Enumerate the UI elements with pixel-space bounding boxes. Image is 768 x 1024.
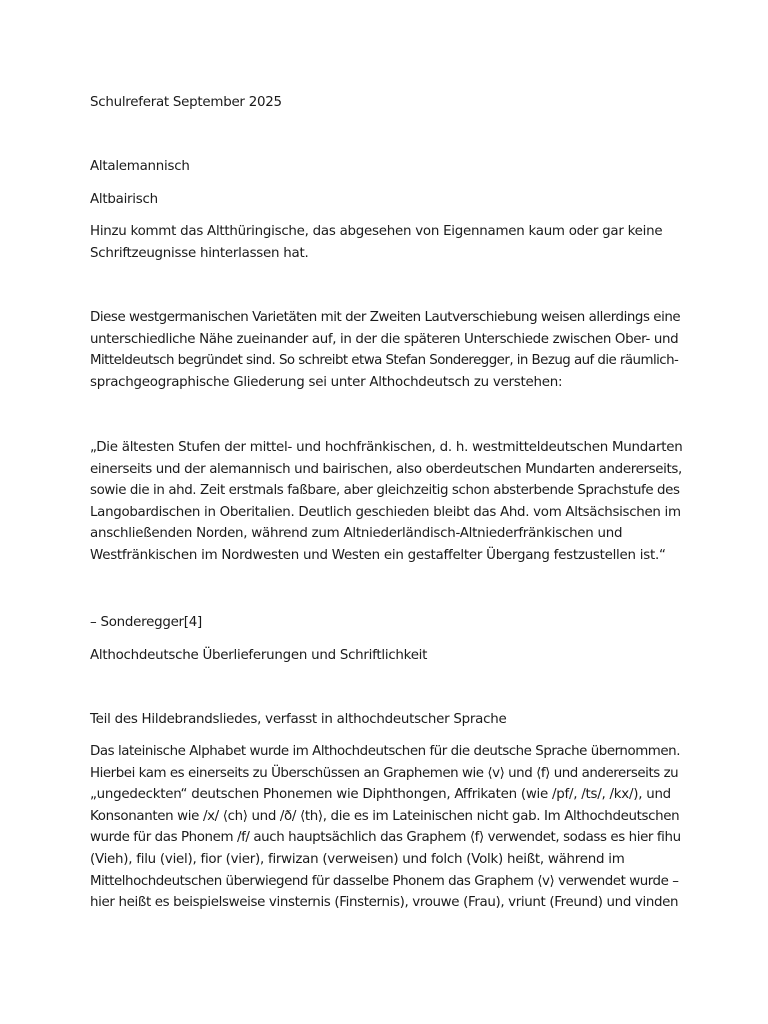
quote-block (90, 437, 683, 567)
quote-line: „Die ältesten Stufen der mittel- und hochfränkischen, d. h. westmitteldeutschen Mundarten (90, 440, 683, 455)
section-heading (90, 645, 680, 667)
quote-attribution (90, 612, 680, 634)
quote-line: anschließenden Norden, während zum Altniederländisch-Altniederfränkischen und (90, 526, 623, 542)
paragraph-thuringian (90, 221, 680, 264)
list-item-text: Altalemannisch (90, 159, 190, 174)
quote-attribution-text: – Sonderegger[4] (90, 615, 203, 630)
paragraph-line: Schriftzeugnisse hinterlassen hat. (90, 245, 309, 261)
image-caption-text: Teil des Hildebrandsliedes, verfasst in althochdeutscher Sprache (90, 712, 507, 727)
section-heading-text: Althochdeutsche Überlieferungen und Schriftlichkeit (90, 648, 428, 663)
paragraph-line: Das lateinische Alphabet wurde im Althochdeutschen für die deutsche Sprache übernommen. (90, 744, 681, 759)
paragraph-line: Hinzu kommt das Altthüringische, das abgesehen von Eigennamen kaum oder gar keine (90, 224, 663, 239)
list-item (90, 156, 680, 178)
paragraph-line: Mitteldeutsch begründet sind. So schreibt etwa Stefan Sonderegger, in Bezug auf die räumlich- (90, 353, 679, 369)
quote-line: Westfränkischen im Nordwesten und Westen ein gestaffelter Übergang festzustellen ist.“ (90, 547, 666, 563)
document-header-text: Schulreferat September 2025 (90, 95, 282, 110)
paragraph-line: wurde für das Phonem /f/ auch hauptsächlich das Graphem ⟨f⟩ verwendet, sodass es hier fihu (90, 830, 681, 846)
list-item (90, 189, 680, 211)
paragraph-line: Konsonanten wie /x/ ⟨ch⟩ und /ð/ ⟨th⟩, die es im Lateinischen nicht gab. Im Althochdeutschen (90, 808, 680, 824)
paragraph-line: hier heißt es beispielsweise vinsternis (Finsternis), vrouwe (Frau), vriunt (Freund) und vinden (90, 895, 679, 911)
paragraph-line: sprachgeographische Gliederung sei unter Althochdeutsch zu verstehen: (90, 374, 563, 390)
image-caption (90, 709, 680, 731)
paragraph-alphabet (90, 741, 680, 914)
paragraph-line: unterschiedliche Nähe zueinander auf, in der die späteren Unterschiede zwischen Ober- und (90, 331, 679, 347)
paragraph-varieties (90, 307, 680, 393)
paragraph-line: (Vieh), filu (viel), fior (vier), firwizan (verweisen) und folch (Volk) heißt, während im (90, 851, 625, 867)
paragraph-line: Hierbei kam es einerseits zu Überschüssen an Graphemen wie ⟨v⟩ und ⟨f⟩ und andererseits zu (90, 765, 679, 781)
quote-line: Langobardischen in Oberitalien. Deutlich geschieden bleibt das Ahd. vom Altsächsischen im (90, 504, 681, 520)
paragraph-line: Mittelhochdeutschen überwiegend für dasselbe Phonem das Graphem ⟨v⟩ verwendet wurde – (90, 873, 679, 889)
quote-line: sowie die in ahd. Zeit erstmals faßbare, aber gleichzeitig schon absterbende Sprachstufe des (90, 483, 680, 499)
quote-line: einerseits und der alemannisch und bairischen, also oberdeutschen Mundarten andererseits, (90, 461, 682, 477)
paragraph-line: „ungedeckten“ deutschen Phonemen wie Diphthongen, Affrikaten (wie /pf/, /ts/, /kx/), und (90, 787, 671, 803)
document-header (90, 92, 680, 114)
paragraph-line: Diese westgermanischen Varietäten mit der Zweiten Lautverschiebung weisen allerdings eine (90, 310, 681, 325)
list-item-text: Altbairisch (90, 192, 158, 207)
